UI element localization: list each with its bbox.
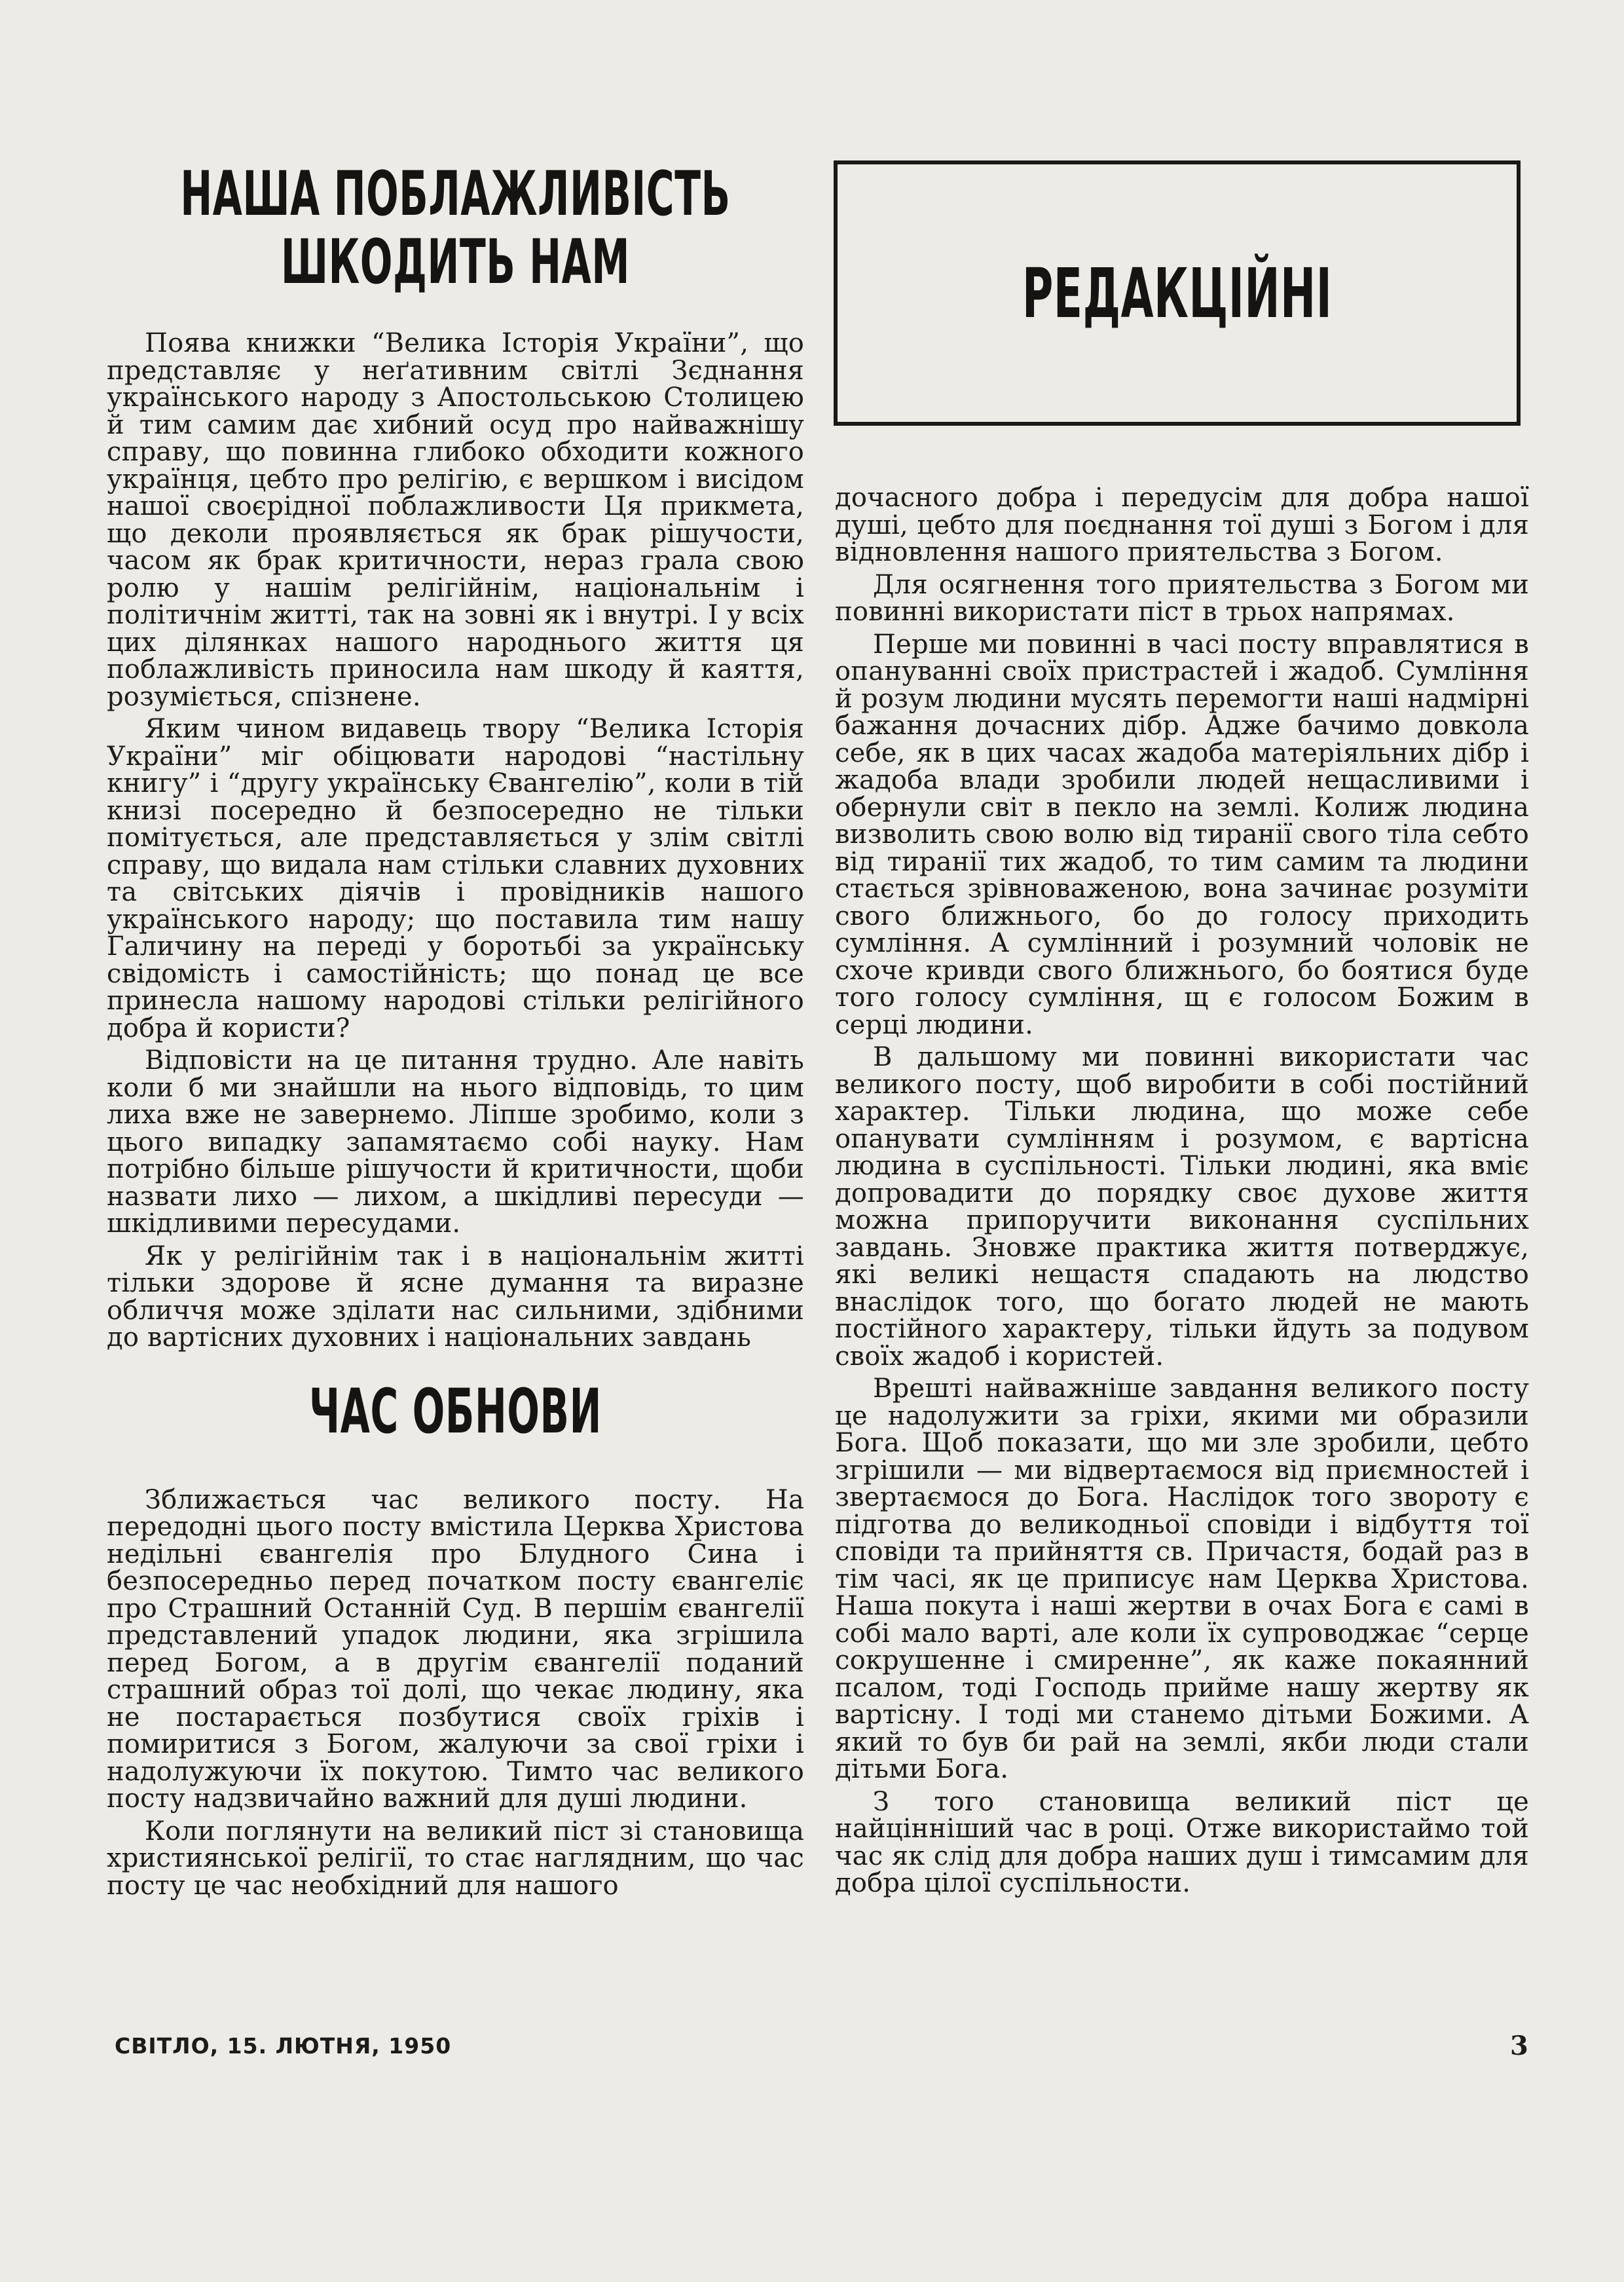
article2-title: ЧАС ОБНОВИ [309, 1375, 602, 1448]
article2-paragraph: Коли поглянути на великий піст зі становища християнської релігії, то стає наглядним, що час посту це час необхідний для нашого [107, 1816, 804, 1901]
article1-paragraph: Відповісти на це питання трудно. Але навіть коли б ми знайшли на нього відповідь, то цим лиха вже не завернемо. Ліпше зробимо, коли з цього випадку запамятаємо собі науку. Нам потрібно більше рішучости й критичности, щоби назвати лихо — лихом, а шкідливі пересуди — шкідливими пересудами. [107, 1045, 804, 1239]
article2-continued-paragraph: З того становища великий піст це найцінніший час в році. Отже використаймо той час як слід для добра наших душ і тимсамим для добра цілої суспільности. [835, 1786, 1529, 1898]
article1-title-line2: ШКОДИТЬ НАМ [280, 227, 631, 298]
article2-headline [107, 1375, 804, 1450]
article1-paragraph: Поява книжки “Велика Історія України”, що представляє у неґативним світлі Зєднання українського народу з Апостольською Столицею й тим самим дає хибний осуд про найважнішу справу, що повинна глибоко обходити кожного українця, цебто про релігію, є вершком і висідом нашої своєрідної поблажливости Ця прикмета, що деколи проявляється як брак рішучости, часом як брак критичности, нераз грала свою ролю у нашім релігійнім, національнім і політичнім житті, так на зовні як і внутрі. І у всіх цих ділянках нашого народнього життя ця поблажливість приносила нам шкоду й каяття, розуміється, спізнене. [107, 328, 804, 712]
left-column [107, 160, 804, 1905]
article2-continued-paragraph: дочасного добра і передусім для добра нашої душі, цебто для поєднання тої душі з Богом і для відновлення нашого приятельства з Богом. [835, 483, 1529, 567]
article2-continued-paragraph: Перше ми повинні в часі посту вправлятися в опануванні своїх пристрастей і жадоб. Сумління й розум людини мусять перемогти наші надмірні бажання дочасних дібр. Адже бачимо довкола себе, як в цих часах жадоба матеріяльних дібр і жадоба влади зробили людей нещасливими і обернули світ в пекло на землі. Колиж людина визволить свою волю від тиранії свого тіла себто від тиранії тих жадоб, то тим самим та людини стається зрівноваженою, вона зачинає розуміти свого ближнього, бо до голосу приходить сумління. А сумлінний і розумний чоловік не схоче кривди свого ближнього, бо боятися буде того голосу сумління, щ є голосом Божим в серці людини. [835, 629, 1529, 1040]
article1-headline [107, 160, 804, 308]
article1-title-line1: НАША ПОБЛАЖЛИВІСТЬ [180, 159, 731, 230]
editorial-box-title: РЕДАКЦІЙНІ [1022, 253, 1333, 333]
article2-continued-paragraph: Врешті найважніше завдання великого посту це надолужити за гріхи, якими ми образили Бога. Щоб показати, що ми зле зробили, цебто згрішили — ми відвертаємося від приємностей і звертаємося до Бога. Наслідок того звороту є підготва до великодньої сповіди і відбуття тої сповіди та прийняття св. Причастя, бодай раз в тім часі, як це приписує нам Церква Христова. Наша покута і наші жертви в очах Бога є самі в собі мало варті, але коли їх супроводжає “серце сокрушенне і смиренне”, як каже покаянний псалом, тоді Господь прийме нашу жертву як вартісну. І тоді ми станемо дітьми Божими. А який то був би рай на землі, якби люди стали дітьми Бога. [835, 1374, 1529, 1784]
article2-continued-paragraph: Для осягнення того приятельства з Богом ми повинні використати піст в трьох напрямах. [835, 569, 1529, 627]
footer-publication-date: СВІТЛО, 15. ЛЮТНЯ, 1950 [115, 2033, 452, 2059]
footer-page-number: 3 [1510, 2030, 1528, 2061]
article2-paragraph: Зближається час великого посту. На передодні цього посту вмістила Церква Христова недільні євангелія про Блудного Сина і безпосередньо перед початком посту євангеліє про Страшний Останній Суд. В першім євангелії представлений упадок людини, яка згрішила перед Богом, а в другім євангелії поданий страшний образ тої долі, що чекає людину, яка не постарається позбутися своїх гріхів і помиритися з Богом, жалуючи за свої гріхи і надолужуючи їх покутою. Тимто час великого посту надзвичайно важний для душі людини. [107, 1484, 804, 1814]
right-column [835, 485, 1529, 1903]
editorial-box [834, 160, 1521, 426]
article1-paragraph: Як у релігійнім так і в національнім житті тільки здорове й ясне думання та виразне обличчя може зділати нас сильними, здібними до вартісних духовних і національних завдань [107, 1241, 804, 1353]
article2-continued-paragraph: В дальшому ми повинні використати час великого посту, щоб виробити в собі постійний характер. Тільки людина, що може себе опанувати сумлінням і розумом, є вартісна людина в суспільності. Тільки людині, яка вміє допровадити до порядку своє духове життя можна припоручити виконання суспільних завдань. Зновже практика життя потверджує, які великі нещастя спадають на людство внаслідок того, що богато людей не мають постійного характеру, тільки йдуть за подувом своїх жадоб і користей. [835, 1042, 1529, 1372]
article1-paragraph: Яким чином видавець твору “Велика Історія України” міг обіцювати народові “настільну книгу” і “другу українську Євангелію”, коли в тій книзі посередно й безпосередно не тільки помітується, але представляється у злім світлі справу, що видала нам стільки славних духовних та світських діячів і провідників нашого українського народу; що поставила тим нашу Галичину на переді у боротьбі за українську свідомість і самостійність; що понад це все принесла нашому народові стільки релігійного добра й користи? [107, 714, 804, 1043]
